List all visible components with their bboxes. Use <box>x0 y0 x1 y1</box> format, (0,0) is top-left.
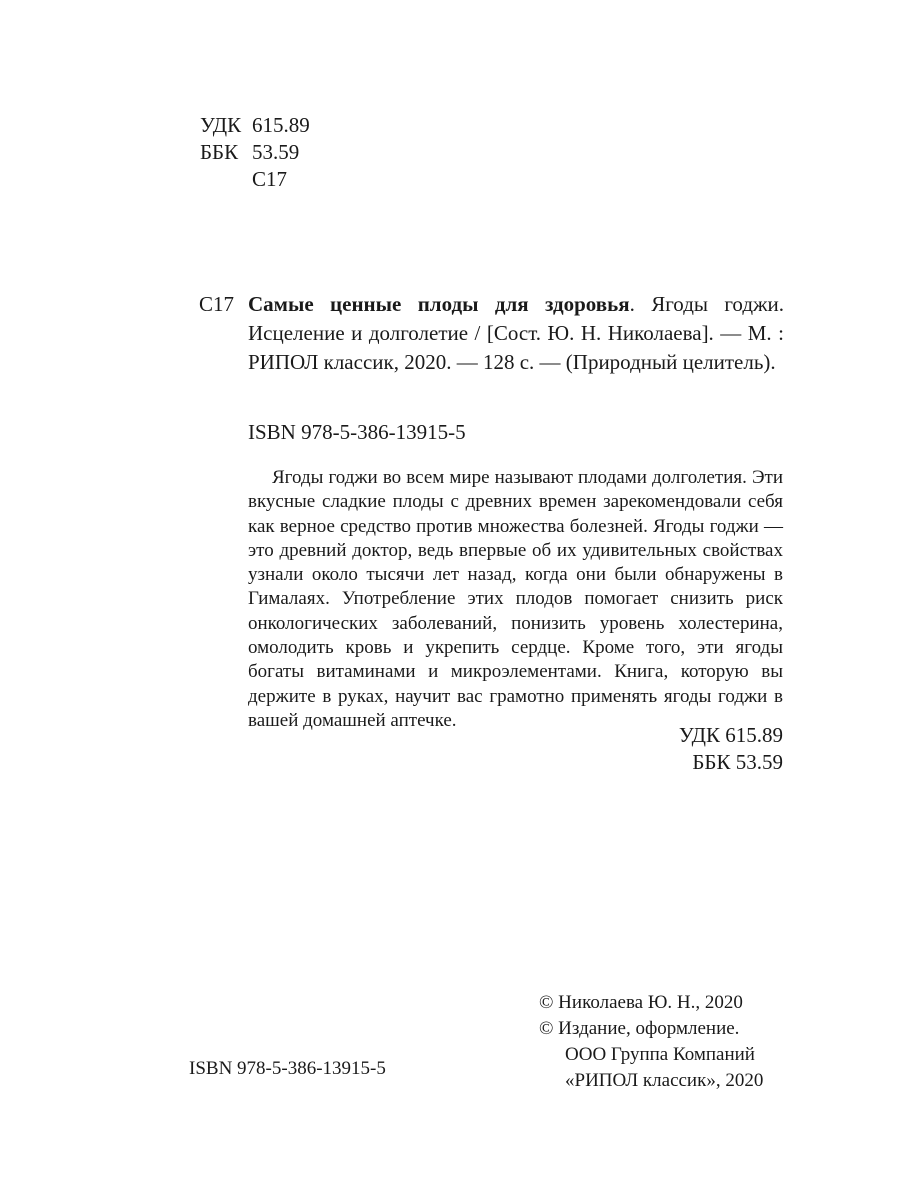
bbk-code: ББК 53.59 <box>692 750 783 774</box>
isbn-main: ISBN 978-5-386-13915-5 <box>248 420 466 444</box>
bbk-row <box>200 139 310 166</box>
copyright-publisher-name: «РИПОЛ классик», 2020 <box>565 1070 764 1091</box>
bibliographic-description <box>248 290 784 377</box>
author-mark-row <box>200 166 310 193</box>
udk-label: УДК <box>200 113 242 137</box>
book-title: Самые ценные плоды для здоровья <box>248 292 630 316</box>
bbk-label: ББК <box>200 140 239 164</box>
classification-codes-bottom <box>679 722 783 776</box>
copyright-author: © Николаева Ю. Н., 2020 <box>539 992 743 1013</box>
copyright-edition: © Издание, оформление. <box>539 1018 740 1039</box>
copyright-block <box>539 990 763 1094</box>
catalog-entry <box>199 290 784 377</box>
udk-value: 615.89 <box>252 113 310 137</box>
udk-code: УДК 615.89 <box>678 723 783 747</box>
author-mark: С17 <box>252 167 288 191</box>
bibliographic-details: . Ягоды годжи. Исцеление и долголетие / [Сост. Ю. Н. Николаева]. — М. : РИПОЛ классик, 2020. — 128 с. — (Природный целитель). <box>248 292 784 374</box>
annotation-paragraph: Ягоды годжи во всем мире называют плодами долголетия. Эти вкусные сладкие плоды с древних времен зарекомендовали себя как верное средство против множества болезней. Ягоды годжи — это древний доктор, ведь впервые об их удивительных свойствах узнали около тысячи лет назад, когда они были обнаружены в Гималаях. Употребление этих плодов помогает снизить риск онкологических заболеваний, понизить уровень холестерина, омолодить кровь и укрепить сердце. Кроме того, эти ягоды богаты витаминами и микроэлементами. Книга, которую вы держите в руках, научит вас грамотно применять ягоды годжи в вашей домашней аптечке. <box>248 467 783 731</box>
isbn-bottom: ISBN 978-5-386-13915-5 <box>189 1058 386 1079</box>
catalog-code: С17 <box>199 292 235 316</box>
classification-codes-top <box>200 112 310 193</box>
udk-row <box>200 112 310 139</box>
copyright-publisher: ООО Группа Компаний <box>565 1044 755 1065</box>
bbk-value: 53.59 <box>252 140 300 164</box>
